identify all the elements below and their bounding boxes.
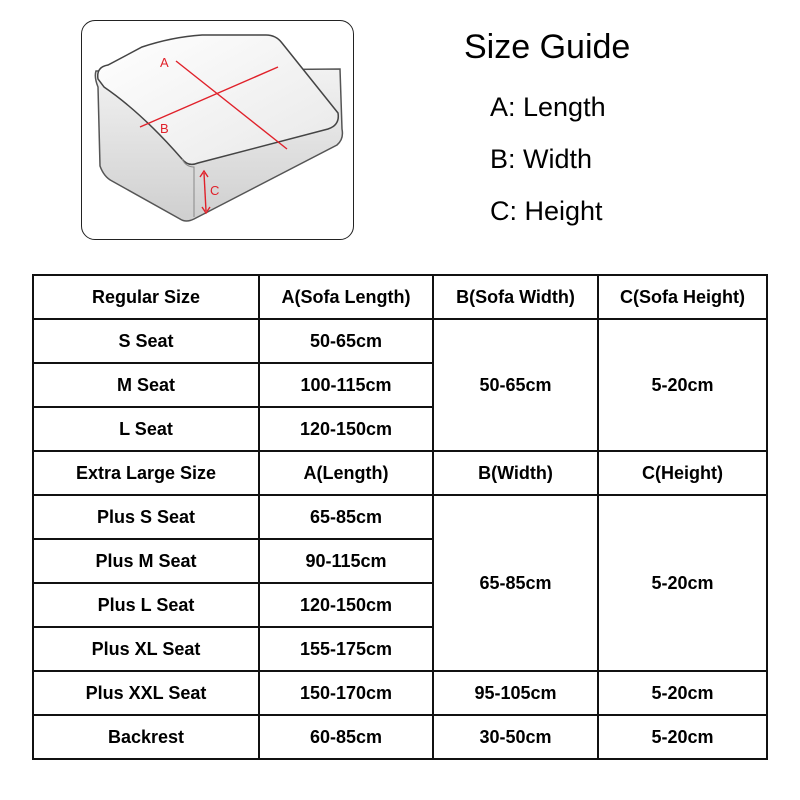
table-row <box>33 671 767 715</box>
label-a: A <box>160 55 169 70</box>
label-c: C <box>210 183 220 198</box>
size-name-cell: Backrest <box>33 715 259 759</box>
cushion-diagram <box>82 21 354 240</box>
xl-header-row <box>33 451 767 495</box>
length-cell: 120-150cm <box>259 407 433 451</box>
height-cell: 5-20cm <box>598 715 767 759</box>
length-cell: 100-115cm <box>259 363 433 407</box>
height-cell: 5-20cm <box>598 671 767 715</box>
width-cell: 95-105cm <box>433 671 598 715</box>
length-cell: 90-115cm <box>259 539 433 583</box>
header-cell: A(Sofa Length) <box>259 275 433 319</box>
label-b: B <box>160 121 169 136</box>
length-cell: 150-170cm <box>259 671 433 715</box>
width-cell: 50-65cm <box>433 319 598 451</box>
legend-length: A: Length <box>490 92 606 122</box>
header-cell: B(Width) <box>433 451 598 495</box>
header-cell: B(Sofa Width) <box>433 275 598 319</box>
header-cell: Extra Large Size <box>33 451 259 495</box>
cushion-illustration <box>81 20 354 240</box>
size-name-cell: Plus M Seat <box>33 539 259 583</box>
header-cell: C(Sofa Height) <box>598 275 767 319</box>
length-cell: 60-85cm <box>259 715 433 759</box>
table-row <box>33 319 767 363</box>
table-row <box>33 715 767 759</box>
size-name-cell: S Seat <box>33 319 259 363</box>
size-name-cell: M Seat <box>33 363 259 407</box>
size-name-cell: L Seat <box>33 407 259 451</box>
legend-width: B: Width <box>490 144 593 174</box>
length-cell: 65-85cm <box>259 495 433 539</box>
height-cell: 5-20cm <box>598 319 767 451</box>
size-name-cell: Plus S Seat <box>33 495 259 539</box>
regular-header-row <box>33 275 767 319</box>
header-cell: Regular Size <box>33 275 259 319</box>
table-row <box>33 495 767 539</box>
size-name-cell: Plus XXL Seat <box>33 671 259 715</box>
header-cell: C(Height) <box>598 451 767 495</box>
width-cell: 30-50cm <box>433 715 598 759</box>
width-cell: 65-85cm <box>433 495 598 671</box>
length-cell: 50-65cm <box>259 319 433 363</box>
size-table <box>32 274 768 760</box>
size-name-cell: Plus XL Seat <box>33 627 259 671</box>
size-guide-title: Size Guide <box>464 28 631 66</box>
size-name-cell: Plus L Seat <box>33 583 259 627</box>
legend-height: C: Height <box>490 196 603 226</box>
length-cell: 120-150cm <box>259 583 433 627</box>
header-cell: A(Length) <box>259 451 433 495</box>
height-cell: 5-20cm <box>598 495 767 671</box>
length-cell: 155-175cm <box>259 627 433 671</box>
